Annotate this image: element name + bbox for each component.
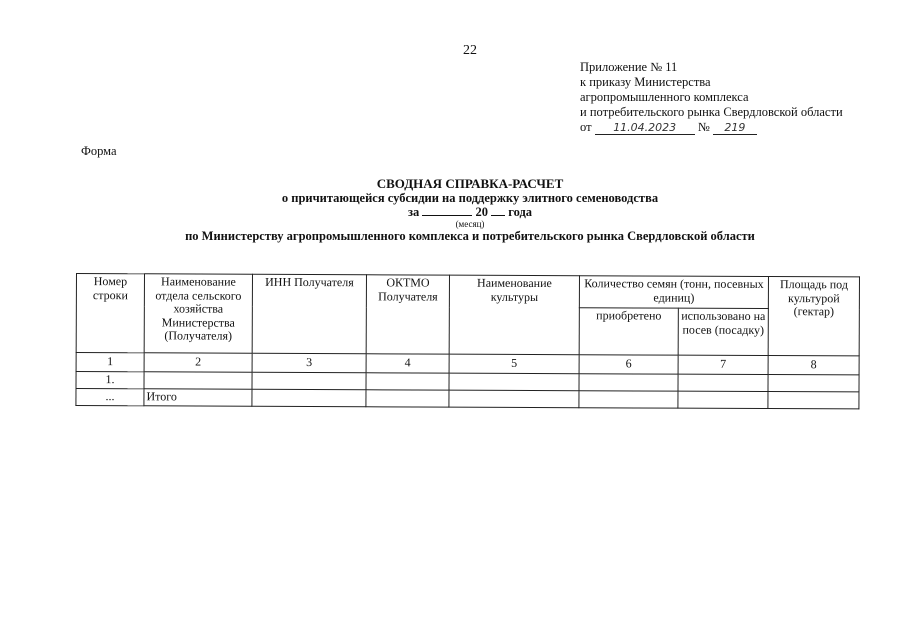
title-period-line xyxy=(90,205,850,219)
table-cell xyxy=(579,374,678,391)
title-line-4: по Министерству агропромышленного комплекса и потребительского рынка Свердловской области xyxy=(185,229,755,243)
appendix-date-line xyxy=(580,120,880,135)
table-cell xyxy=(678,391,768,408)
handwritten-number: 219 xyxy=(713,122,757,135)
header-purchased: приобретено xyxy=(579,308,678,355)
number-prefix: № xyxy=(697,120,710,134)
handwritten-date: 11.04.2023 xyxy=(595,122,695,135)
row-number-cell: ... xyxy=(76,389,144,406)
table-cell xyxy=(449,373,579,391)
title-line-1: СВОДНАЯ СПРАВКА-РАСЧЕТ xyxy=(376,176,564,191)
table-cell xyxy=(252,389,366,406)
header-row-number: Номер строки xyxy=(76,274,144,353)
period-prefix: за xyxy=(407,205,420,219)
form-label: Форма xyxy=(81,144,117,158)
header-culture: Наименование культуры xyxy=(449,275,579,355)
table-cell xyxy=(366,373,449,390)
column-number: 5 xyxy=(449,354,579,374)
table-cell xyxy=(366,390,449,407)
period-year: 20 xyxy=(475,205,488,219)
header-area: Площадь под культурой (гектар) xyxy=(768,277,859,356)
month-hint: (месяц) xyxy=(455,219,485,229)
title-line-2: о причитающейся субсидии на поддержку элитного семеноводства xyxy=(281,191,659,205)
month-blank xyxy=(422,205,472,216)
table-cell xyxy=(678,374,768,391)
header-department: Наименование отдела сельского хозяйства Министерства (Получателя) xyxy=(144,274,252,353)
column-number: 6 xyxy=(579,355,678,374)
row-number-cell: 1. xyxy=(76,372,144,389)
column-number: 8 xyxy=(768,356,859,375)
table-cell xyxy=(579,391,678,408)
table-cell xyxy=(449,390,579,408)
appendix-line-1: Приложение № 11 xyxy=(580,60,678,74)
header-seed-quantity: Количество семян (тонн, посевных единиц) xyxy=(579,276,768,309)
table-cell xyxy=(768,392,859,409)
year-blank xyxy=(491,205,505,216)
table-row xyxy=(76,389,859,409)
header-oktmo: ОКТМО Получателя xyxy=(366,275,449,354)
appendix-block xyxy=(580,60,880,135)
appendix-line-4: и потребительского рынка Свердловской области xyxy=(580,105,843,119)
column-number: 1 xyxy=(76,353,144,372)
table-cell xyxy=(252,372,366,389)
appendix-line-2: к приказу Министерства xyxy=(580,75,711,89)
column-number: 3 xyxy=(252,353,366,372)
date-prefix: от xyxy=(580,120,592,134)
column-number: 7 xyxy=(678,355,768,374)
header-used-for-sowing: использовано на посев (посадку) xyxy=(678,308,768,355)
calculation-table xyxy=(75,273,860,409)
column-number: 4 xyxy=(366,354,449,373)
table-header-row-1 xyxy=(76,274,859,309)
document-title xyxy=(90,176,850,243)
column-number: 2 xyxy=(144,353,252,372)
header-inn: ИНН Получателя xyxy=(252,274,366,353)
total-label-cell: Итого xyxy=(144,389,252,406)
table-cell xyxy=(768,375,859,392)
appendix-line-3: агропромышленного комплекса xyxy=(580,90,749,104)
page-number: 22 xyxy=(463,43,477,58)
row-name-cell xyxy=(144,372,252,389)
period-suffix: года xyxy=(508,205,533,219)
